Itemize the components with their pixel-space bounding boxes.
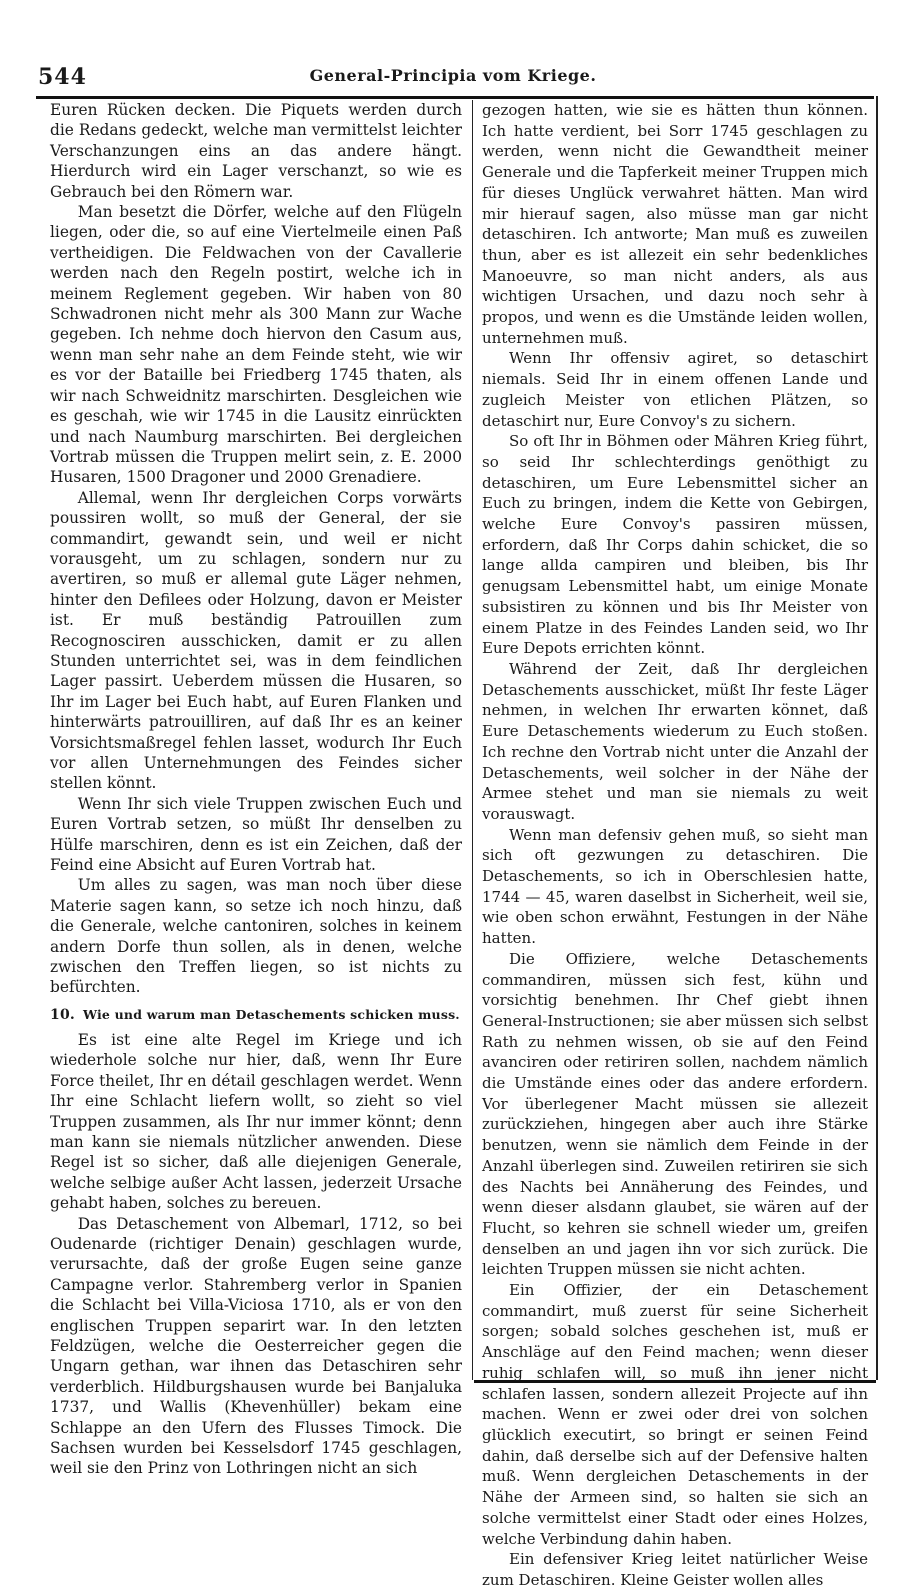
paragraph: Wenn Ihr offensiv agiret, so detaschirt niemals. Seid Ihr in einem offenen Lande und zugleich Meister von etlichen Plätzen, so detaschirt nur, Eure Convoy's zu sichern.: [482, 349, 868, 430]
left-column: [50, 100, 462, 1479]
section-heading: [50, 1006, 462, 1024]
paragraph: Allemal, wenn Ihr dergleichen Corps vorwärts poussiren wollt, so muß der General, der sie commandirt, gewandt sein, und weil er nicht vorausgeht, um zu schlagen, sondern nur zu avertiren, so muß er allemal gute Läger nehmen, hinter den Defilees oder Holzung, davon er Meister ist. Er muß beständig Patrouillen zum Recognosciren ausschicken, damit er zu allen Stunden unterrichtet sei, was in dem feindlichen Lager passirt. Ueberdem müssen die Husaren, so Ihr im Lager bei Euch habt, auf Euren Flanken und hinterwärts patrouilliren, auf daß Ihr es an keiner Vorsichtsmaßregel fehlen lasset, wodurch Ihr Euch vor allen Unternehmungen des Feindes sicher stellen könnt.: [50, 488, 462, 793]
running-title: General-Principia vom Kriege.: [309, 66, 597, 85]
paragraph: Um alles zu sagen, was man noch über diese Materie sagen kann, so setze ich noch hinzu, daß die Generale, welche cantoniren, solches in keinem andern Dorfe thun sollen, als in denen, welche zwischen den Treffen liegen, so ist nichts zu befürchten.: [50, 876, 462, 997]
paragraph: Euren Rücken decken. Die Piquets werden durch die Redans gedeckt, welche man vermittelst leichter Verschanzungen eins an das andere hängt. Hierdurch wird ein Lager verschanzt, so wie es Gebrauch bei den Römern war.: [50, 101, 462, 201]
paragraph: Das Detaschement von Albemarl, 1712, so bei Oudenarde (richtiger Denain) geschlagen wurde, verursachte, daß der große Eugen seine ganze Campagne verlor. Stahremberg verlor in Spanien die Schlacht bei Villa-Viciosa 1710, als er von den englischen Truppen separirt war. In den letzten Feldzügen, welche die Oesterreicher gegen die Ungarn gethan, war ihnen das Detaschiren sehr verderblich. Hildburgshausen wurde bei Banjaluka 1737, und Wallis (Khevenhüller) bekam eine Schlappe an den Ufern des Flusses Timock. Die Sachsen wurden bei Kesselsdorf 1745 geschlagen, weil sie den Prinz von Lothringen nicht an sich: [50, 1214, 462, 1478]
section-number: 10.: [50, 1006, 75, 1023]
header-rule: [36, 96, 874, 99]
paragraph: So oft Ihr in Böhmen oder Mähren Krieg führt, so seid Ihr schlechterdings genöthigt zu detaschiren, um Eure Lebensmittel sicher an Euch zu bringen, indem die Kette von Gebirgen, welche Eure Convoy's passiren müssen, erfordern, daß Ihr Corps dahin schicket, die so lange allda campiren und bleiben, bis Ihr genugsam Lebensmittel habt, um einige Monate subsistiren zu können und bis Ihr Meister von einem Platze in des Feindes Landen seid, wo Ihr Eure Depots errichten könnt.: [482, 432, 868, 658]
paragraph: Ein Offizier, der ein Detaschement commandirt, muß zuerst für seine Sicherheit sorgen; sobald solches geschehen ist, muß er Anschläge auf den Feind machen; wenn dieser ruhig schlafen will, so muß ihn jener nicht schlafen lassen, sondern allezeit Projecte auf ihn machen. Wenn er zwei oder drei von solchen glücklich executirt, so bringt er seinen Feind dahin, daß derselbe sich auf der Defensive halten muß. Wenn dergleichen Detaschements in der Nähe der Armeen sind, so halten sie sich an solche vermittelst einer Stadt oder eines Holzes, welche Verbindung dahin haben.: [482, 1281, 868, 1548]
column-divider: [472, 100, 473, 1380]
paragraph: Während der Zeit, daß Ihr dergleichen Detaschements ausschicket, müßt Ihr feste Läger nehmen, in welchen Ihr erwarten könnet, daß Eure Detaschements wiederum zu Euch stoßen. Ich rechne den Vortrab nicht unter die Anzahl der Detaschements, weil solcher in der Nähe der Armee stehet und man sie niemals zu weit vorauswagt.: [482, 659, 868, 823]
paragraph: gezogen hatten, wie sie es hätten thun können. Ich hatte verdient, bei Sorr 1745 geschlagen zu werden, wenn nicht die Gewandtheit meiner Generale und die Tapferkeit meiner Truppen mich für dieses Unglück verwahret hätten. Man wird mir hierauf sagen, also müsse man gar nicht detaschiren. Ich antworte; Man muß es zuweilen thun, aber es ist allezeit ein sehr bedenkliches Manoeuvre, so man nicht anders, als aus wichtigen Ursachen, und dazu noch sehr à propos, und wenn es die Umstände leiden wollen, unternehmen muß.: [482, 101, 868, 347]
right-border-rule: [876, 96, 878, 1380]
paragraph: Ein defensiver Krieg leitet natürlicher Weise zum Detaschiren. Kleine Geister wollen alles: [482, 1550, 868, 1589]
section-title: Wie und warum man Detaschements schicken muss.: [82, 1006, 460, 1022]
paragraph: Wenn man defensiv gehen muß, so sieht man sich oft gezwungen zu detaschiren. Die Detaschements, so ich in Oberschlesien hatte, 1744 — 45, waren daselbst in Sicherheit, weil sie, wie oben schon erwähnt, Festungen in der Nähe hatten.: [482, 825, 868, 948]
paragraph: Es ist eine alte Regel im Kriege und ich wiederhole solche nur hier, daß, wenn Ihr Eure Force theilet, Ihr en détail geschlagen werdet. Wenn Ihr eine Schlacht liefern wollt, so zieht so viel Truppen zusammen, als Ihr nur immer könnt; denn man kann sie niemals nützlicher anwenden. Diese Regel ist so sicher, daß alle diejenigen Generale, welche selbige außer Acht lassen, jederzeit Ursache gehabt haben, solches zu bereuen.: [50, 1030, 462, 1213]
paragraph: Die Offiziere, welche Detaschements commandiren, müssen sich fest, kühn und vorsichtig benehmen. Ihr Chef giebt ihnen General-Instructionen; sie aber müssen sich selbst Rath zu nehmen wissen, ob sie auf den Feind avanciren oder retiriren sollen, nachdem nämlich die Umstände eines oder das andere erfordern. Vor überlegener Macht müssen sie allezeit zurückziehen, hingegen aber auch ihre Stärke benutzen, wenn sie nämlich dem Feinde in der Anzahl überlegen sind. Zuweilen retiriren sie sich des Nachts bei Annäherung des Feindes, und wenn dieser alsdann glaubet, sie wären auf der Flucht, so kehren sie schnell wieder um, greifen denselben an und jagen ihn vor sich zurück. Die leichten Truppen müssen sie nicht achten.: [482, 949, 868, 1279]
paragraph: Wenn Ihr sich viele Truppen zwischen Euch und Euren Vortrab setzen, so müßt Ihr denselben zu Hülfe marschiren, denn es ist ein Zeichen, daß der Feind eine Absicht auf Euren Vortrab hat.: [50, 794, 462, 875]
right-column: [482, 100, 868, 1591]
page-header: [34, 62, 872, 92]
page-number: 544: [38, 64, 87, 90]
paragraph: Man besetzt die Dörfer, welche auf den Flügeln liegen, oder die, so auf eine Viertelmeile einen Paß vertheidigen. Die Feldwachen von der Cavallerie werden nach den Regeln postirt, welche ich in meinem Reglement gegeben. Wir haben von 80 Schwadronen nicht mehr als 300 Mann zur Wache gegeben. Ich nehme doch hiervon den Casum aus, wenn man sehr nahe an dem Feinde steht, wie wir es vor der Bataille bei Friedberg 1745 thaten, als wir nach Schweidnitz marschirten. Desgleichen wie es geschah, wie wir 1745 in die Lausitz einrückten und nach Naumburg marschirten. Bei dergleichen Vortrab müssen die Truppen melirt sein, z. E. 2000 Husaren, 1500 Dragoner und 2000 Grenadiere.: [50, 203, 462, 487]
